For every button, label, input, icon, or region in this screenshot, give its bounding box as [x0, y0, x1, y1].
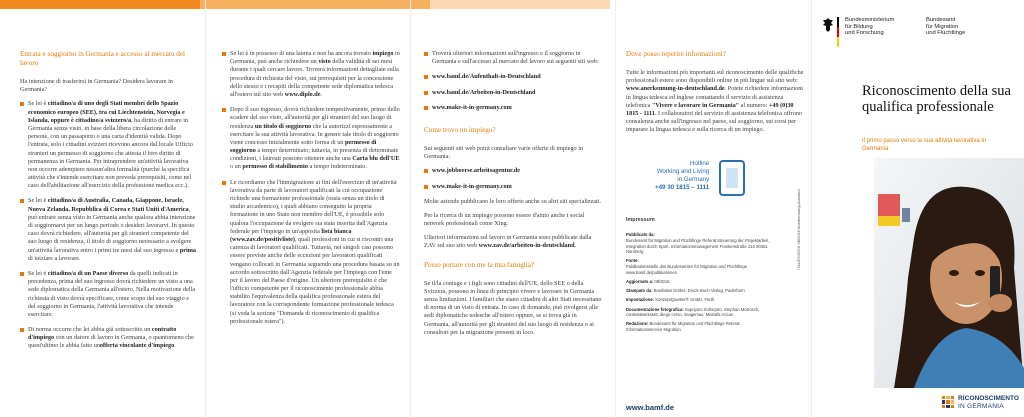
list-item: Troverà ulteriori informazioni sull'ingresso e il soggiorno in Germania e sull'accesso al mercato del lavoro sui seguenti siti web:	[424, 50, 604, 66]
cover-subtitle: Il primo passo verso la sua attività lavorativa in Germania	[862, 138, 987, 153]
column-1	[20, 50, 198, 358]
fold-line	[205, 0, 206, 417]
list-item: Se lei è in possesso di una laurea e non ha ancora trovato impiego in Germania, può anche richiedere un visto della validità di sei mesi durante i quali cercare lavoro. Troverà informazioni dettagliate sulla procedura di richiesta del visto, sui prerequisiti per la concessione dello stesso e i recapiti della competente sede diplomatica tedesca all'estero sul sito web www.diplo.de.	[222, 50, 400, 99]
link-aufenthalt[interactable]: www.bamf.de/Aufenthalt-in-Deutschland	[424, 73, 604, 81]
vertical-code: ITALIENISCH 08/2015 Anerkennung-Ausland	[796, 189, 801, 270]
bamf-name: Bundesamt für Migration und Flüchtlinge	[926, 17, 966, 37]
link-make-it[interactable]: www.make-it-in-germany.com	[424, 104, 604, 112]
german-flag-icon	[837, 17, 839, 47]
riconoscimento-logo: RICONOSCIMENTO IN GERMANIA	[942, 393, 1022, 413]
intro-text: Ha intenzione di trasferirsi in Germania? Desidera lavorare in Germania?	[20, 78, 173, 94]
list-item: Le ricordiamo che l'immigrazione ai fini dell'esercizio di un'attività lavorativa da parte di lavoratori qualificati la cui occupazione richiede una formazione professionale (ossia senza un titolo di studio accademico), i quali abbiano conseguito la propria formazione in uno Stato non membro dell'UE, è possibile solo qualora l'occupazione da svolgere sia stata inserita dall'Agenzia federale per l'impiego in un'apposita lista bianca (www.zav.de/positivliste), quali professioni in cui si riscontri una carenza di lavoratori qualificati. Tuttavia, nei singoli casi possono essere previste anche delle eccezioni per lavoratori qualificati vengano collocati in Germania seguendo una procedura basata su un accordo sottoscritto dall'Agenzia federale per l'impiego con l'ente per il lavoro del Paese d'origine. Un ulteriore prerequisito è che l'ufficio competente per il riconoscimento professionale abbia stabilito l'equivalenza della qualifica professionale estera del lavoratore con la corrispondente formazione professionale tedesca (si veda la sezione "Domanda di riconoscimento di qualifica professionale estera").	[222, 179, 400, 326]
bamf-url[interactable]: www.bamf.de	[626, 403, 675, 412]
link-arbeiten[interactable]: www.bamf.de/Arbeiten-in-Deutschland	[424, 89, 604, 97]
column-3: Troverà ulteriori informazioni sull'ingresso e il soggiorno in Germania e sull'accesso al mercato del lavoro sui seguenti siti web: www.bamf.de/Aufenthalt-in-Deutschland www.bamf.de/Arbeiten-in-Deutschland www.make-it-in-germany.com Come trovo un impiego? Sui seguenti siti web potrà consultare varie offerte di impiego in Germania: www.jobboerse.arbeitsagentur.de www.make-it-in-germany.com Molte aziende pubblicano le loro offerte anche su altri siti specializzati. Per la ricerca di un impiego possono essere d'aiuto anche i social network professionali come Xing. Ulteriori informazioni sul lavoro in Germania sono pubblicate dalla ZAV sul suo sito web www.zav.de/arbeiten-in-deutschland. Posso portare con me la mia famiglia? Se il/la coniuge e i figli sono cittadini dell'UE, dello SEE o della Svizzera, possono in linea di principio vivere e lavorare in Germania senza limitazioni. I familiari che siano cittadini di altri Stati necessitano di norma di un visto di entrata. In caso di domande, può rivolgersi alle sedi diplomatiche tedesche all'estero oppure, se si trova già in Germania, all'autorità per gli stranieri del suo luogo di residenza o ai consultori per la migrazione presenti in loco.	[424, 50, 604, 343]
link-jobboerse[interactable]: www.jobboerse.arbeitsagentur.de	[424, 167, 604, 175]
positivliste-link[interactable]: (www.zav.de/positivliste)	[230, 235, 295, 243]
diplo-link[interactable]: www.diplo.de	[284, 90, 321, 98]
link-make-it-2[interactable]: www.make-it-in-germany.com	[424, 183, 604, 191]
column-4: Dove posso reperire informazioni? Tutte le informazioni più importanti sul riconoscimento delle qualifiche professionali estere sono disponibili online in più lingue sul sito web: www.anerkennung-in-deutschland.de. Potete richiedere informazioni in lingua tedesca ed inglese contattando il servizio di assistenza telefonica "Vivere e lavorare in Germania" al numero: +49 (0)30 1815 - 1111. I collaboratori del servizio di assistenza telefonica offrono consulenza anche sull'ingresso nel paese, sul soggiorno, sui corsi per imparare la lingua tedesca e sulla ricerca di un impiego.	[626, 50, 804, 134]
brand-squares-icon	[942, 396, 954, 408]
section-heading: Posso portare con me la mia famiglia?	[424, 260, 535, 269]
list-item: Se lei è cittadino/a di un Paese diverso da quelli indicati in precedenza, prima del suo ingresso dovrà richiedere un visto a una sede diplomatica della Germania all'estero. Nella motivazione della richiesta di visto dovrà specificare, come scopo del suo viaggio e del soggiorno in Germania, l'attività lavorativa che intende esercitare.	[20, 270, 198, 319]
cover-title: Riconoscimento della sua qualifica professionale	[862, 83, 1011, 116]
hotline-box: Hotline Working and Living in Germany +49 30 1815 – 1111	[655, 160, 710, 192]
section-heading: Dove posso reperire informazioni?	[626, 50, 726, 58]
fold-line	[615, 0, 616, 417]
list-item: Dopo il suo ingresso, dovrà richiedere tempestivamente, primo dello scadere del suo visto, all'autorità per gli stranieri del suo luogo di residenza un titolo di soggiorno che la autorizzi espressamente a esercitare la sua attività lavorativa. In genere tale titolo di soggiorno viene concesso inizialmente sotto forma di un permesso di soggiorno a tempo determinato; tuttavia, in presenza di determinate condizioni, i laureati possono ottenere anche una Carta blu dell'UE o un permesso di stabilimento a tempo indeterminato.	[222, 106, 400, 172]
government-logos	[812, 17, 1024, 47]
woman-on-phone-photo	[874, 158, 1024, 388]
top-color-strip	[0, 0, 610, 9]
bmbf-name: Bundesministerium für Bildung und Forschung	[845, 17, 895, 37]
federal-eagle-icon	[822, 17, 834, 33]
smartphone-icon	[719, 160, 745, 196]
impressum: Impressum Pubblicato da: Bundesamt für Migration und Flüchtlinge Referat Steuerung der Projektarbeit, Integration durch Sport, Informationsmanagement Frankenstraße 210 90461 Nürnberg Fonte: Publikationsstelle des Bundesamtes für Migration und Flüchtlinge www.bamf.de/publikationen Aggiornato a: 08/2015 Stampato da: Bonifatius GmbH, Druck·Buch·Verlag, Paderborn Impostazione: KonzeptQuartier® GmbH, Fürth Documentazione fotografica: Suprijono Suharjoto, Stephan Morrosch, contrastwerkstatt, diego cervo, imagemax, Mustafa Arican Redazione: Bundesamt für Migration und Flüchtlinge Referat Informationsservice Migration	[626, 217, 770, 333]
fold-line	[410, 0, 411, 417]
list-item: Di norma occorre che lei abbia già sottoscritto un contratto d'impiego con un datore di lavoro in Germania, o quantomeno che quest'ultimo le abbia fatto unofferta vincolante d'impiego.	[20, 326, 198, 351]
list-item: Se lei è cittadino/a di uno degli Stati membri dello Spazio economico europeo (SEE), tra cui Liechtenstein, Norvegia e Islanda, oppure è cittadino/a svizzero/a, ha diritto di entrare in Germania senza visto, in base della libera circolazione delle persone, con un passaporto o una carta d'identità valida. Dopo l'entrata, solo i cittadini svizzeri ricevono ancora dal locale Ufficio stranieri un permesso di soggiorno che attesta il loro diritto di permanenza in Germania. Per intraprendere un'attività lavorativa non occorre adempiere nessun'altra formalità (purché la specifica attività che s'intende esercitare non preveda prerequisiti, come nel caso dell'abilitazione all'esercizio della professione medica ecc.).	[20, 100, 198, 190]
section-heading: Entrata e soggiorno in Germania e accesso al mercato del lavoro	[20, 50, 186, 67]
list-item: Se lei è cittadino/a di Australia, Canada, Giappone, Israele, Nuova Zelanda, Repubblica di Corea e Stati Uniti d'America, può entrare senza visto in Germania anche qualora abbia intenzione di soggiornarvi per un lungo periodo o desideri lavorarvi. In questo caso dovrà richiedere, all'autorità per gli stranieri competente del suo luogo di residenza, il titolo di soggiorno necessario a svolgere un'attività lavorativa entro i primi tre mesi dal suo ingresso e prima di iniziare a lavorare.	[20, 197, 198, 263]
zav-link[interactable]: www.zav.de/arbeiten-in-deutschland	[478, 242, 575, 250]
section-heading: Come trovo un impiego?	[424, 125, 496, 134]
column-2	[222, 50, 400, 333]
anerkennung-link[interactable]: www.anerkennung-in-deutschland.de	[626, 85, 725, 93]
